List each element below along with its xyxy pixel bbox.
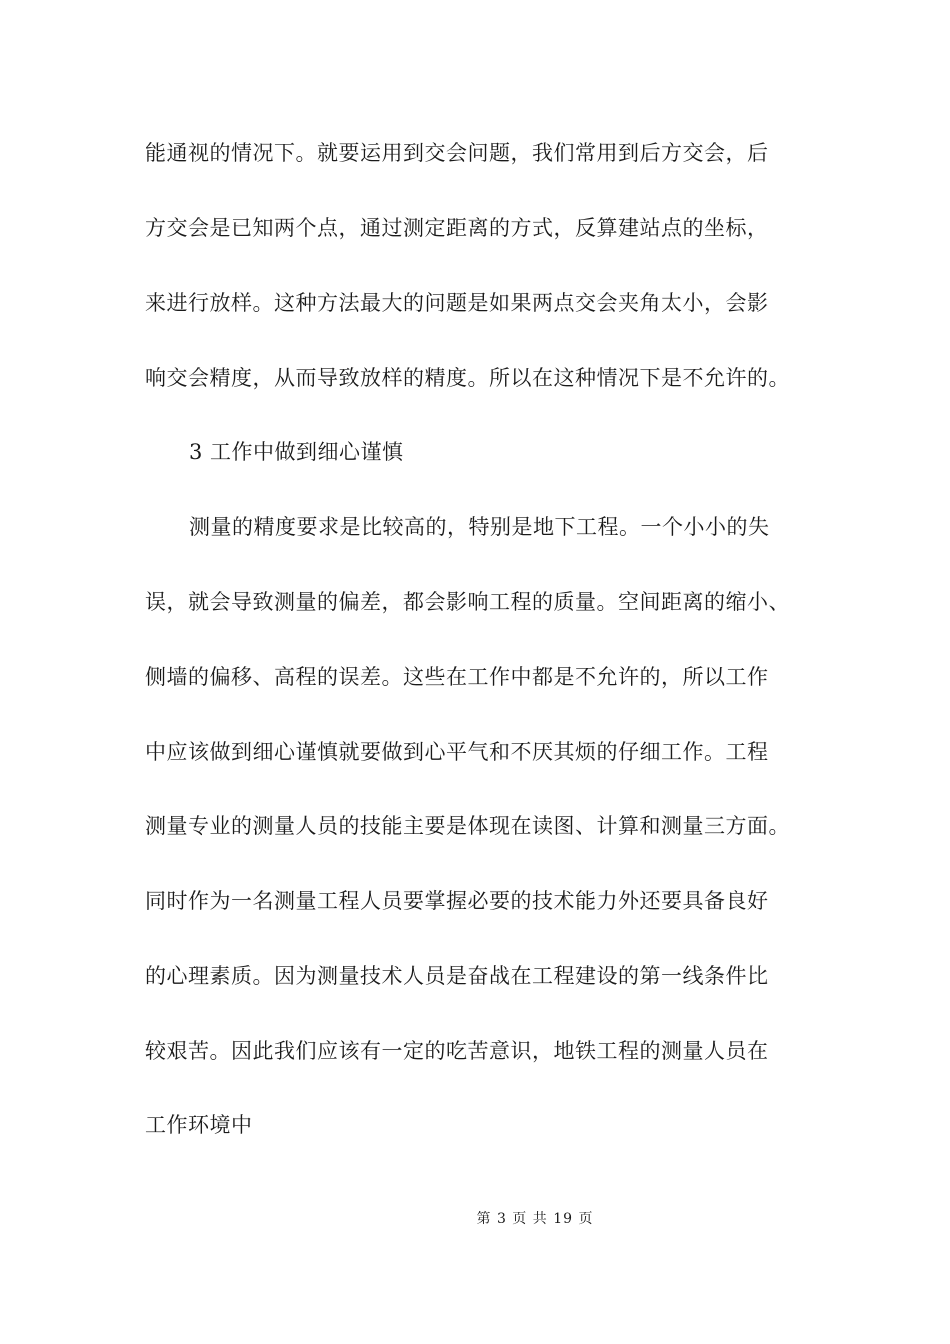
section-heading: 3 工作中做到细心谨慎	[189, 440, 404, 464]
paragraph-line: 响交会精度，从而导致放样的精度。所以在这种情况下是不允许的。	[145, 366, 790, 390]
paragraph-line: 方交会是已知两个点，通过测定距离的方式，反算建站点的坐标，	[145, 216, 769, 240]
paragraph-line: 侧墙的偏移、高程的误差。这些在工作中都是不允许的，所以工作	[145, 665, 769, 689]
paragraph-line: 工作环境中	[145, 1113, 253, 1137]
page-footer: 第 3 页 共 19 页	[476, 1211, 594, 1227]
paragraph-line: 误，就会导致测量的偏差，都会影响工程的质量。空间距离的缩小、	[145, 590, 790, 614]
paragraph-line: 能通视的情况下。就要运用到交会问题，我们常用到后方交会，后	[145, 141, 769, 165]
paragraph-line: 测量专业的测量人员的技能主要是体现在读图、计算和测量三方面。	[145, 814, 790, 838]
paragraph-line: 同时作为一名测量工程人员要掌握必要的技术能力外还要具备良好	[145, 889, 769, 913]
paragraph-line: 测量的精度要求是比较高的，特别是地下工程。一个小小的失	[189, 515, 770, 539]
paragraph-line: 的心理素质。因为测量技术人员是奋战在工程建设的第一线条件比	[145, 964, 769, 988]
paragraph-line: 来进行放样。这种方法最大的问题是如果两点交会夹角太小，会影	[145, 291, 769, 315]
paragraph-line: 中应该做到细心谨慎就要做到心平气和不厌其烦的仔细工作。工程	[145, 740, 769, 764]
paragraph-line: 较艰苦。因此我们应该有一定的吃苦意识，地铁工程的测量人员在	[145, 1039, 769, 1063]
